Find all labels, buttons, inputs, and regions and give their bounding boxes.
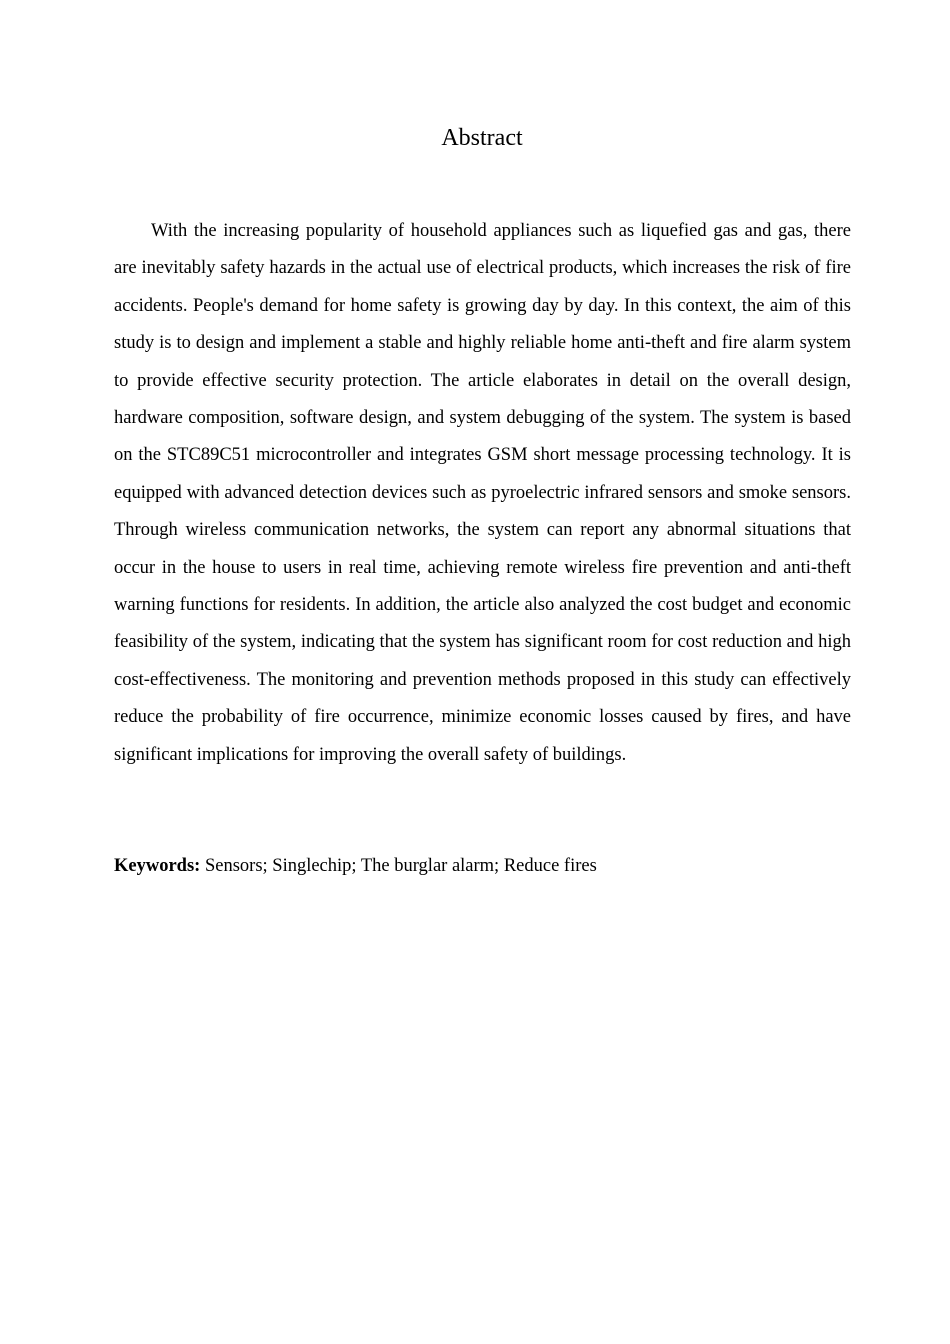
abstract-paragraph: With the increasing popularity of household appliances such as liquefied gas and gas, there are inevitably safety hazards in the actual use of electrical products, which increases the risk of fire accidents. People's demand for home safety is growing day by day. In this context, the aim of this study is to design and implement a stable and highly reliable home anti-theft and fire alarm system to provide effective security protection. The article elaborates in detail on the overall design, hardware composition, software design, and system debugging of the system. The system is based on the STC89C51 microcontroller and integrates GSM short message processing technology. It is equipped with advanced detection devices such as pyroelectric infrared sensors and smoke sensors. Through wireless communication networks, the system can report any abnormal situations that occur in the house to users in real time, achieving remote wireless fire prevention and anti-theft warning functions for residents. In addition, the article also analyzed the cost budget and economic feasibility of the system, indicating that the system has significant room for cost reduction and high cost-effectiveness. The monitoring and prevention methods proposed in this study can effectively reduce the probability of fire occurrence, minimize economic losses caused by fires, and have significant implications for improving the overall safety of buildings. [114,221,851,765]
abstract-title: Abstract [441,125,523,151]
keywords-value: Sensors; Singlechip; The burglar alarm; Reduce fires [200,856,597,876]
keywords-line [114,850,851,882]
keywords-label: Keywords: [114,856,201,876]
